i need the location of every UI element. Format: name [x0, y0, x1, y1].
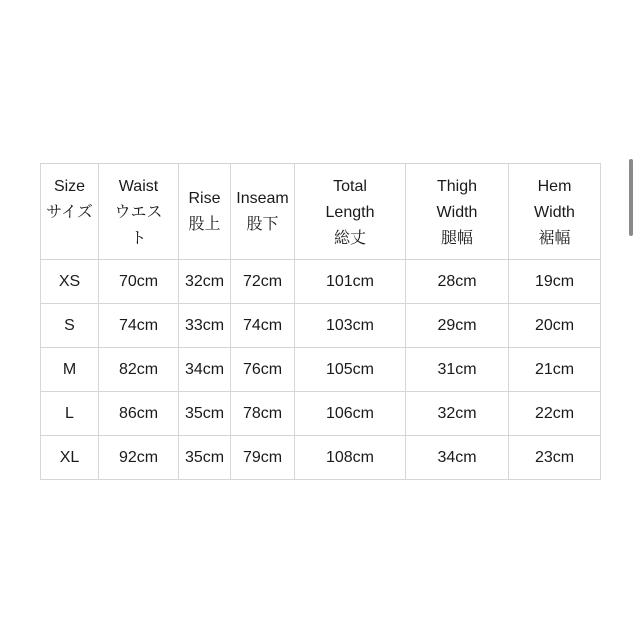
size-chart-table: [40, 163, 601, 480]
cell-total-length: 101cm: [295, 260, 406, 304]
header-thigh-width-label-2: Width: [436, 204, 478, 221]
header-waist-label-jp-1: ウエス: [114, 204, 163, 221]
table-row: [41, 436, 601, 480]
cell-waist: 86cm: [99, 392, 179, 436]
cell-waist: 82cm: [99, 348, 179, 392]
cell-rise: 35cm: [179, 392, 231, 436]
header-hem-width-label-2: Width: [534, 204, 575, 221]
cell-inseam: 74cm: [231, 304, 295, 348]
header-inseam-label-en: Inseam: [236, 189, 289, 207]
cell-hem-width: 23cm: [509, 436, 601, 480]
cell-total-length: 103cm: [295, 304, 406, 348]
cell-size: L: [41, 392, 99, 436]
header-total-length-label-2: Length: [325, 204, 375, 221]
cell-inseam: 76cm: [231, 348, 295, 392]
cell-waist: 92cm: [99, 436, 179, 480]
header-hem-width-label-1: Hem: [537, 178, 572, 195]
cell-size: S: [41, 304, 99, 348]
cell-total-length: 105cm: [295, 348, 406, 392]
header-inseam-label-jp: 股下: [246, 215, 279, 233]
table-row: [41, 392, 601, 436]
header-thigh-width-label-jp: 腿幅: [440, 230, 473, 247]
cell-size: XS: [41, 260, 99, 304]
cell-thigh-width: 34cm: [406, 436, 509, 480]
cell-rise: 32cm: [179, 260, 231, 304]
cell-thigh-width: 29cm: [406, 304, 509, 348]
header-waist-label-jp-2: ト: [130, 230, 147, 247]
cell-rise: 34cm: [179, 348, 231, 392]
header-inseam: [231, 164, 295, 260]
cell-inseam: 72cm: [231, 260, 295, 304]
vertical-scrollbar[interactable]: [629, 159, 633, 236]
cell-thigh-width: 32cm: [406, 392, 509, 436]
header-rise: [179, 164, 231, 260]
cell-size: XL: [41, 436, 99, 480]
header-thigh-width: [406, 164, 509, 260]
header-size-label-en: Size: [53, 178, 86, 195]
header-size-label-jp: サイズ: [46, 204, 93, 221]
cell-thigh-width: 31cm: [406, 348, 509, 392]
cell-hem-width: 22cm: [509, 392, 601, 436]
header-row: [41, 164, 601, 260]
header-hem-width: [509, 164, 601, 260]
cell-rise: 33cm: [179, 304, 231, 348]
header-rise-label-en: Rise: [188, 189, 221, 207]
table-row: [41, 304, 601, 348]
cell-total-length: 106cm: [295, 392, 406, 436]
header-total-length-label-jp: 総丈: [333, 230, 366, 247]
cell-hem-width: 21cm: [509, 348, 601, 392]
cell-hem-width: 19cm: [509, 260, 601, 304]
cell-inseam: 79cm: [231, 436, 295, 480]
header-hem-width-label-jp: 裾幅: [538, 230, 571, 247]
header-rise-label-jp: 股上: [188, 215, 221, 233]
cell-waist: 70cm: [99, 260, 179, 304]
header-total-length-label-1: Total: [333, 178, 367, 195]
header-waist-label-en: Waist: [118, 178, 159, 195]
cell-waist: 74cm: [99, 304, 179, 348]
header-size: [41, 164, 99, 260]
cell-total-length: 108cm: [295, 436, 406, 480]
cell-rise: 35cm: [179, 436, 231, 480]
table-row: [41, 260, 601, 304]
header-waist: [99, 164, 179, 260]
cell-hem-width: 20cm: [509, 304, 601, 348]
cell-inseam: 78cm: [231, 392, 295, 436]
table-row: [41, 348, 601, 392]
cell-size: M: [41, 348, 99, 392]
header-thigh-width-label-1: Thigh: [436, 178, 478, 195]
cell-thigh-width: 28cm: [406, 260, 509, 304]
header-total-length: [295, 164, 406, 260]
